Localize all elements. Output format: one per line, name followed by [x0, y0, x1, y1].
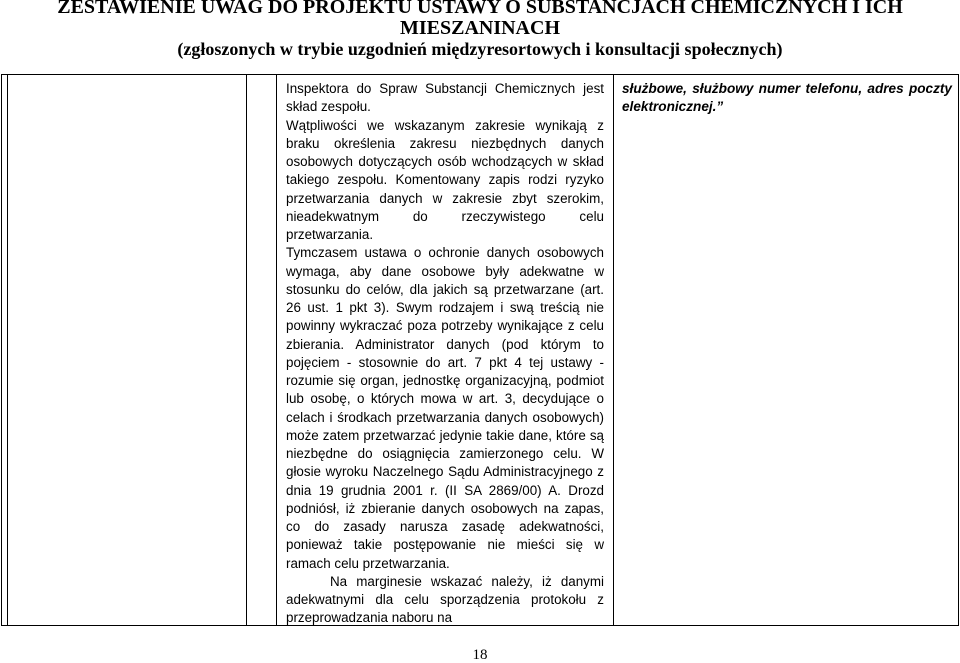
proposal-cell: służbowe, służbowy numer telefonu, adres poczty elektronicznej.”: [622, 81, 952, 115]
page-number: 18: [472, 647, 488, 663]
table-right-border: [958, 74, 959, 626]
table-left-border: [1, 74, 2, 626]
column-divider: [7, 74, 8, 626]
document-title-line-2: MIESZANINACH: [399, 17, 561, 39]
comment-cell: [286, 80, 604, 628]
column-divider: [613, 74, 614, 626]
comment-paragraph: Inspektora do Spraw Substancji Chemicznych jest skład zespołu.: [286, 81, 604, 115]
comment-paragraph: Tymczasem ustawa o ochronie danych osobowych wymaga, aby dane osobowe były adekwatne w stosunku do celów, dla jakich są przetwarzane (art. 26 ust. 1 pkt 3). Swym rodzajem i swą treścią nie powinny wykraczać poza potrzeby wynikające z celu zbierania. Administrator danych (pod którym to pojęciem - stosownie do art. 7 pkt 4 tej ustawy - rozumie się organ, jednostkę organizacyjną, podmiot lub osobę, o których mowa w art. 3, decydujące o celach i środkach przetwarzania danych osobowych) może zatem przetwarzać jedynie takie dane, które są niezbędne do osiągnięcia zamierzonego celu. W głosie wyroku Naczelnego Sądu Administracyjnego z dnia 19 grudnia 2001 r. (II SA 2869/00) A. Drozd podniósł, iż zbieranie danych osobowych na zapas, co do zasady narusza zasadę adekwatności, ponieważ takie postępowanie nie mieści się w ramach celu przetwarzania.: [286, 245, 604, 571]
document-subtitle: (zgłoszonych w trybie uzgodnień międzyresortowych i konsultacji społecznych): [177, 39, 783, 59]
column-divider: [276, 74, 277, 626]
document-title-line-1: ZESTAWIENIE UWAG DO PROJEKTU USTAWY O SUBSTANCJACH CHEMICZNYCH I ICH: [57, 0, 903, 18]
column-divider: [246, 74, 247, 626]
comment-paragraph: Wątpliwości we wskazanym zakresie wynikają z braku określenia zakresu niezbędnych danych osobowych dotyczących osób wchodzących w skład takiego zespołu. Komentowany zapis rodzi ryzyko przetwarzania danych w zakresie zbyt szerokim, nieadekwatnym do rzeczywistego celu przetwarzania.: [286, 117, 604, 242]
table-top-border: [1, 74, 959, 75]
comment-paragraph: Na marginesie wskazać należy, iż danymi adekwatnymi dla celu sporządzenia protokołu z przeprowadzania naboru na: [286, 573, 604, 626]
